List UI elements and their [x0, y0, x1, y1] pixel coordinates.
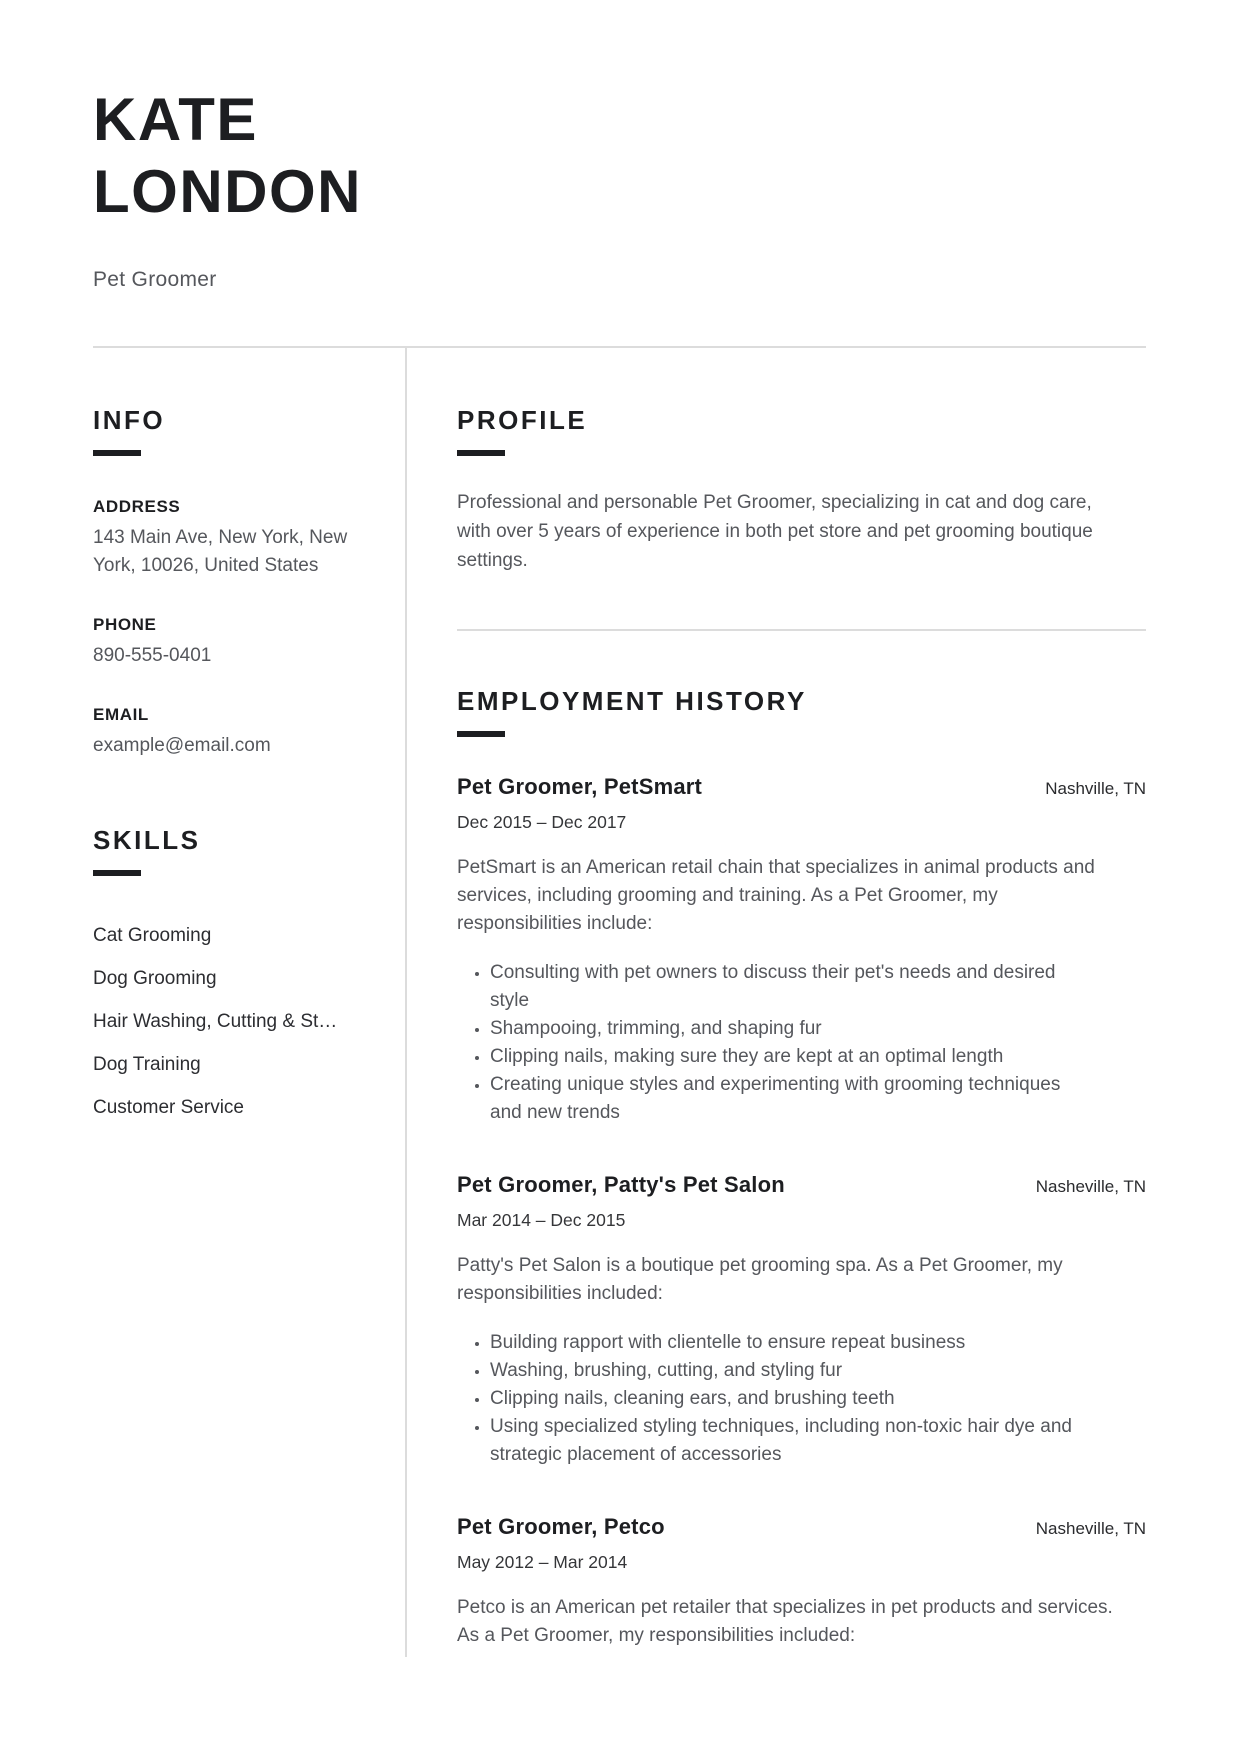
info-section — [93, 404, 375, 760]
job-entry-petsmart — [457, 773, 1146, 1127]
candidate-job-title: Pet Groomer — [93, 268, 217, 291]
job-description: Patty's Pet Salon is a boutique pet grooming spa. As a Pet Groomer, my responsibilities included: — [457, 1255, 1063, 1304]
skill-item: Dog Training — [93, 1054, 201, 1075]
job-dates: Mar 2014 – Dec 2015 — [457, 1210, 626, 1230]
job-entry-petco — [457, 1513, 1146, 1650]
job-title: Pet Groomer, Petco — [457, 1514, 665, 1539]
section-divider — [457, 629, 1146, 631]
main-column — [407, 348, 1146, 1657]
job-bullet: • Clipping nails, making sure they are kept at an optimal length — [490, 1043, 1097, 1071]
sidebar — [0, 348, 405, 1657]
skills-heading-underline — [93, 870, 141, 876]
info-fields — [93, 496, 375, 760]
profile-text: Professional and personable Pet Groomer, specializing in cat and dog care, with over 5 years of experience in both pet store and pet grooming boutique settings. — [457, 492, 1093, 571]
info-heading-underline — [93, 450, 141, 456]
phone-label: PHONE — [93, 615, 157, 634]
job-dates: May 2012 – Mar 2014 — [457, 1552, 628, 1572]
employment-heading-underline — [457, 731, 505, 737]
info-heading: INFO — [93, 405, 166, 435]
job-header — [457, 1513, 1146, 1541]
job-description: Petco is an American pet retailer that specializes in pet products and services. As a Pet Groomer, my responsibilities included: — [457, 1597, 1113, 1646]
job-bullet: • Clipping nails, cleaning ears, and brushing teeth — [490, 1385, 1097, 1413]
job-bullet: • Shampooing, trimming, and shaping fur — [490, 1015, 1097, 1043]
email-field — [93, 704, 375, 760]
job-title: Pet Groomer, Patty's Pet Salon — [457, 1172, 785, 1197]
employment-heading: EMPLOYMENT HISTORY — [457, 686, 807, 716]
address-value: 143 Main Ave, New York, New York, 10026, United States — [93, 527, 348, 576]
phone-value: 890-555-0401 — [93, 645, 212, 666]
job-title: Pet Groomer, PetSmart — [457, 774, 703, 799]
email-value: example@email.com — [93, 735, 271, 756]
job-header — [457, 773, 1146, 801]
job-bullet-list — [457, 1329, 1097, 1469]
candidate-name-line2: LONDON — [93, 158, 362, 225]
job-bullet: • Consulting with pet owners to discuss their pet's needs and desired style — [490, 959, 1097, 1015]
job-bullet: • Washing, brushing, cutting, and styling fur — [490, 1357, 1097, 1385]
job-location: Nasheville, TN — [1035, 1519, 1146, 1538]
job-location: Nashville, TN — [1045, 779, 1146, 798]
job-description: PetSmart is an American retail chain that specializes in animal products and services, including grooming and training. As a Pet Groomer, my responsibilities include: — [457, 857, 1095, 934]
employment-section — [457, 685, 1146, 1650]
skills-list — [93, 922, 375, 1121]
address-field — [93, 496, 375, 580]
job-bullet: • Building rapport with clientelle to ensure repeat business — [490, 1329, 1097, 1357]
skill-item: Hair Washing, Cutting & St… — [93, 1011, 338, 1032]
email-label: EMAIL — [93, 705, 149, 724]
job-dates: Dec 2015 – Dec 2017 — [457, 812, 627, 832]
skills-section — [93, 824, 375, 1121]
profile-heading-underline — [457, 450, 505, 456]
skill-item: Cat Grooming — [93, 925, 212, 946]
candidate-name — [93, 84, 1146, 228]
job-entry-pattys-pet-salon — [457, 1171, 1146, 1469]
skill-item: Customer Service — [93, 1097, 244, 1118]
skill-item: Dog Grooming — [93, 968, 217, 989]
job-header — [457, 1171, 1146, 1199]
resume-header — [93, 0, 1146, 348]
address-label: ADDRESS — [93, 497, 181, 516]
resume-body — [0, 348, 1146, 1657]
skills-heading: SKILLS — [93, 825, 201, 855]
job-bullet: • Creating unique styles and experimenting with grooming techniques and new trends — [490, 1071, 1097, 1127]
job-location: Nasheville, TN — [1035, 1177, 1146, 1196]
candidate-name-line1: KATE — [93, 86, 258, 153]
phone-field — [93, 614, 375, 670]
job-bullet: • Using specialized styling techniques, including non-toxic hair dye and strategic placement of accessories — [490, 1413, 1097, 1469]
job-bullet-list — [457, 959, 1097, 1127]
profile-section — [457, 404, 1146, 575]
profile-heading: PROFILE — [457, 405, 588, 435]
